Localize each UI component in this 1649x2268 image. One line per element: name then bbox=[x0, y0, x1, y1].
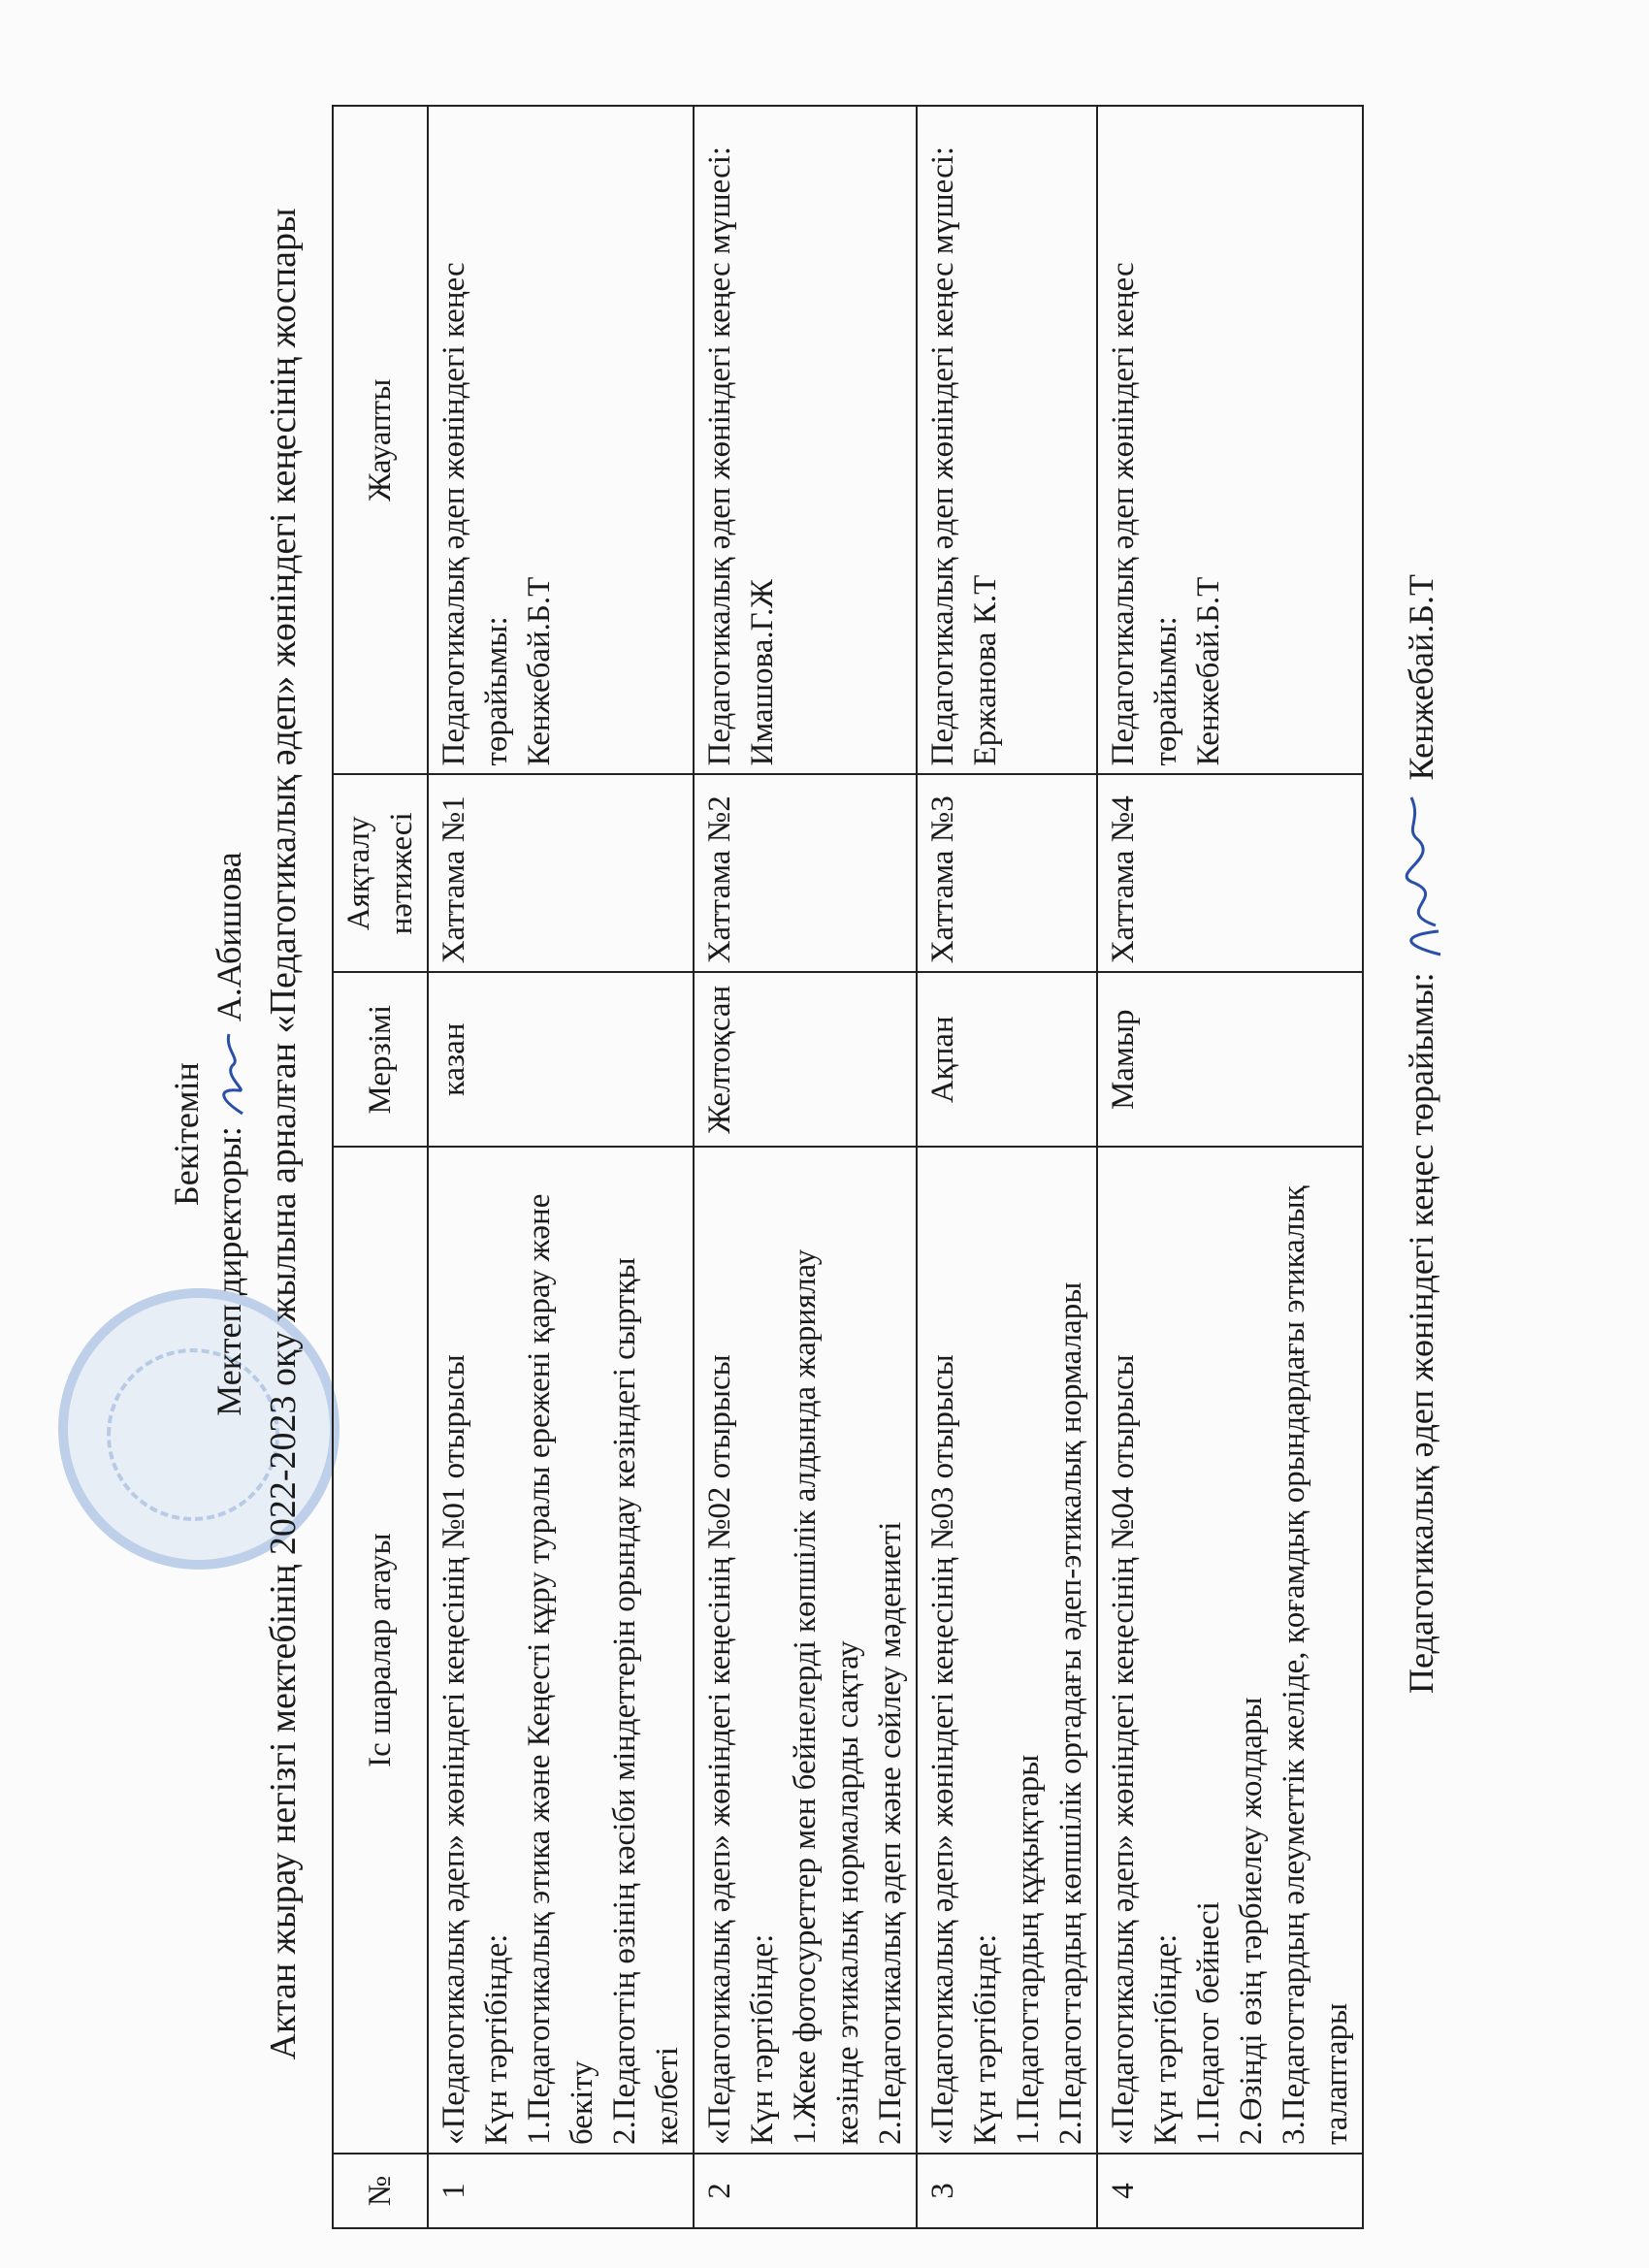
term-cell: казан bbox=[428, 972, 694, 1147]
result-cell: Хаттама №3 bbox=[917, 774, 1097, 972]
header-result: Аяқталу нәтижесі bbox=[333, 774, 428, 972]
responsible-name: Ержанова К.Т bbox=[968, 574, 1003, 766]
table-row bbox=[917, 106, 1097, 2228]
director-name: А.Абишова bbox=[210, 852, 248, 1022]
agenda-item: 2.Педагогтардың көпшілік ортадағы әдеп-этикалық нормалары bbox=[1053, 1281, 1088, 2146]
agenda-item: 2.Педагогикалық әдеп және сөйлеу мәдениеті bbox=[873, 1521, 908, 2146]
event-name-cell bbox=[428, 1147, 694, 2154]
agenda-item: 1.Педагогикалық этика және Кеңесті құру туралы ережені қарау және бекіту bbox=[522, 1193, 599, 2146]
term-cell: Желтоқсан bbox=[694, 972, 917, 1147]
agenda-label: Күн тәртібінде: bbox=[968, 1933, 1003, 2146]
event-title: «Педагогикалық әдеп» жөніндегі кеңесінің №04 отырысы bbox=[1106, 1354, 1141, 2146]
responsible-role: Педагогикалық әдеп жөніндегі кеңес төрайымы: bbox=[1106, 262, 1183, 766]
footer-label: Педагогикалық әдеп жөніндегі кеңес төрайымы: bbox=[1402, 972, 1440, 1694]
header-number: № bbox=[333, 2154, 428, 2228]
event-name-cell bbox=[1097, 1147, 1363, 2154]
agenda-label: Күн тәртібінде: bbox=[479, 1933, 514, 2146]
agenda-item: 1.Педагог бейнесі bbox=[1191, 1901, 1226, 2146]
agenda-label: Күн тәртібінде: bbox=[1148, 1933, 1183, 2146]
footer-name: Кенжебай.Б.Т bbox=[1402, 574, 1440, 781]
chair-signature bbox=[1382, 790, 1460, 964]
responsible-cell bbox=[694, 106, 917, 774]
term-cell: Ақпан bbox=[917, 972, 1097, 1147]
term-cell: Мамыр bbox=[1097, 972, 1363, 1147]
event-title: «Педагогикалық әдеп» жөніндегі кеңесінің №03 отырысы bbox=[925, 1354, 960, 2146]
header-term: Мерзімі bbox=[333, 972, 428, 1147]
result-cell: Хаттама №4 bbox=[1097, 774, 1363, 972]
table-row bbox=[428, 106, 694, 2228]
row-number: 3 bbox=[917, 2154, 1097, 2228]
plan-table bbox=[332, 105, 1364, 2229]
row-number: 2 bbox=[694, 2154, 917, 2228]
responsible-name: Имашова.Г.Ж bbox=[745, 579, 780, 766]
responsible-cell bbox=[917, 106, 1097, 774]
responsible-name: Кенжебай.Б.Т bbox=[522, 576, 557, 766]
event-name-cell bbox=[917, 1147, 1097, 2154]
responsible-cell bbox=[1097, 106, 1363, 774]
agenda-item: 3.Педагогтардың әлеуметтік желіде, қоғамдық орындардағы этикалық талаптары bbox=[1277, 1185, 1354, 2146]
director-signature bbox=[213, 1030, 252, 1118]
director-line bbox=[208, 0, 252, 2268]
result-cell: Хаттама №1 bbox=[428, 774, 694, 972]
responsible-name: Кенжебай.Б.Т bbox=[1191, 576, 1226, 766]
responsible-cell bbox=[428, 106, 694, 774]
agenda-item: 1.Педагогтардың құқықтары bbox=[1011, 1754, 1046, 2146]
responsible-role: Педагогикалық әдеп жөніндегі кеңес мүшесі: bbox=[925, 146, 960, 766]
responsible-role: Педагогикалық әдеп жөніндегі кеңес мүшесі: bbox=[702, 146, 737, 766]
table-row bbox=[694, 106, 917, 2228]
responsible-role: Педагогикалық әдеп жөніндегі кеңес төрайымы: bbox=[436, 262, 514, 766]
result-cell: Хаттама №2 bbox=[694, 774, 917, 972]
table-header-row bbox=[333, 106, 428, 2228]
event-name-cell bbox=[694, 1147, 917, 2154]
row-number: 1 bbox=[428, 2154, 694, 2228]
table-row bbox=[1097, 106, 1363, 2228]
agenda-item: 2.Өзінді өзің тәрбиелеу жолдары bbox=[1234, 1697, 1269, 2146]
plan-title: Актан жырау негізгі мектебінің 2022-2023 оқу жылына арналған «Педагогикалық әдеп» жөніндегі кеңесінің жоспары bbox=[263, 208, 304, 2060]
header-responsible: Жауапты bbox=[333, 106, 428, 774]
row-number: 4 bbox=[1097, 2154, 1363, 2228]
event-title: «Педагогикалық әдеп» жөніндегі кеңесінің №02 отырысы bbox=[702, 1354, 737, 2146]
approval-heading: Бекітемін bbox=[167, 1062, 206, 1206]
agenda-item: 1.Жеке фотосуреттер мен бейнелерді көпшілік алдында жариялау кезінде этикалық нормаларды сақтау bbox=[788, 1248, 865, 2146]
event-title: «Педагогикалық әдеп» жөніндегі кеңесінің №01 отырысы bbox=[436, 1354, 471, 2146]
header-event-name: Іс шаралар атауы bbox=[333, 1147, 428, 2154]
footer-signature-line bbox=[1382, 0, 1460, 2268]
agenda-label: Күн тәртібінде: bbox=[745, 1933, 780, 2146]
director-label: Мектеп директоры: bbox=[210, 1126, 248, 1416]
agenda-item: 2.Педагогтің өзінің кәсіби міндеттерін орындау кезіндегі сыртқы келбеті bbox=[607, 1257, 685, 2146]
